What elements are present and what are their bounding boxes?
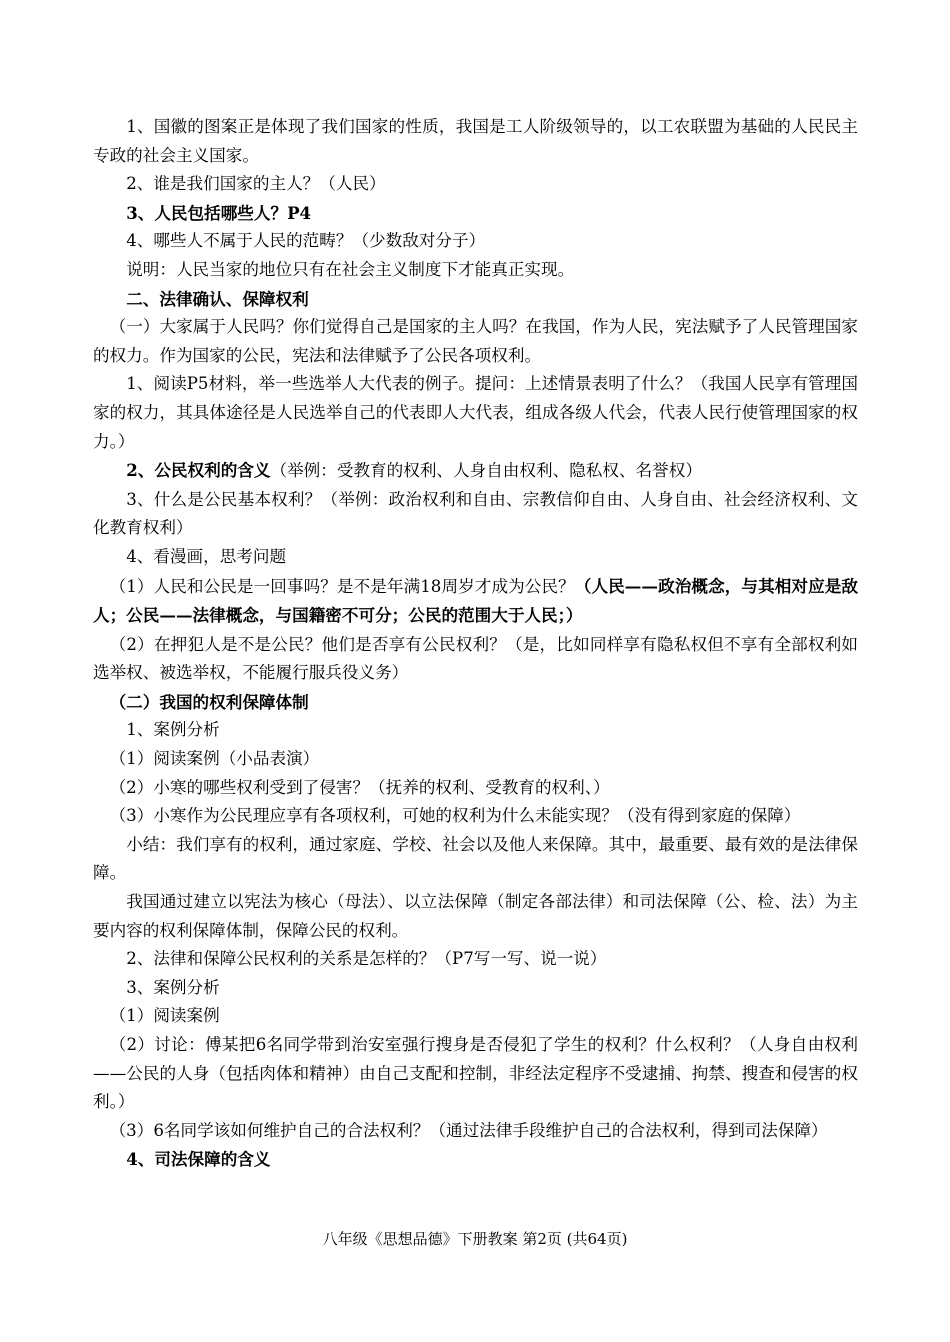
paragraph-2: 2、谁是我们国家的主人？（人民） xyxy=(126,174,386,194)
section-heading-2-2: （二）我国的权利保障体制 xyxy=(109,691,309,712)
paragraph-16: （1）阅读案例（小品表演） xyxy=(109,749,320,769)
paragraph-11: 4、看漫画，思考问题 xyxy=(126,546,287,566)
paragraph-20: 我国通过建立以宪法为核心（母法）、以立法保障（制定各部法律）和司法保障（公、检、法）为主要内容的权利保障体制，保障公民的权利。 xyxy=(93,892,858,940)
paragraph-3: 3、人民包括哪些人？P4 xyxy=(126,202,312,223)
paragraph-7: （一）大家属于人民吗？你们觉得自己是国家的主人吗？在我国，作为人民，宪法赋予了人民管理国家的权力。作为国家的公民，宪法和法律赋予了公民各项权利。 xyxy=(93,317,858,365)
paragraph-9-text: （举例：受教育的权利、人身自由权利、隐私权、名誉权） xyxy=(270,461,702,481)
paragraph-9 xyxy=(93,456,858,486)
paragraph-12 xyxy=(93,572,858,631)
paragraph-15: 1、案例分析 xyxy=(126,720,220,740)
paragraph-22: 3、案例分析 xyxy=(126,977,220,997)
document-body xyxy=(93,113,858,1174)
paragraph-23: （1）阅读案例 xyxy=(109,1006,220,1026)
paragraph-4: 4、哪些人不属于人民的范畴？（少数敌对分子） xyxy=(126,231,486,251)
paragraph-12-question: （1）人民和公民是一回事吗？是不是年满18周岁才成为公民？ xyxy=(109,576,575,596)
paragraph-19: 小结：我们享有的权利，通过家庭、学校、社会以及他人来保障。其中，最重要、最有效的是法律保障。 xyxy=(93,834,858,883)
paragraph-5: 说明：人民当家的地位只有在社会主义制度下才能真正实现。 xyxy=(126,259,575,279)
paragraph-18: （3）小寒作为公民理应享有各项权利，可她的权利为什么未能实现？（没有得到家庭的保障） xyxy=(109,806,801,826)
page-footer: 八年级《思想品德》下册教案 第2页 (共64页) xyxy=(322,1230,628,1248)
paragraph-26: 4、司法保障的含义 xyxy=(126,1149,271,1170)
paragraph-13: （2）在押犯人是不是公民？他们是否享有公民权利？（是，比如同样享有隐私权但不享有全部权利如选举权、被选举权，不能履行服兵役义务） xyxy=(93,634,858,683)
paragraph-17: （2）小寒的哪些权利受到了侵害？（抚养的权利、受教育的权利、） xyxy=(109,777,610,797)
paragraph-25: （3）6名同学该如何维护自己的合法权利？（通过法律手段维护自己的合法权利，得到司法保障） xyxy=(109,1120,828,1140)
paragraph-10: 3、什么是公民基本权利？（举例：政治权利和自由、宗教信仰自由、人身自由、社会经济权利、文化教育权利） xyxy=(93,489,858,538)
paragraph-9-heading: 2、公民权利的含义 xyxy=(126,460,271,481)
section-heading-2: 二、法律确认、保障权利 xyxy=(126,288,309,309)
paragraph-8: 1、阅读P5材料，举一些选举人大代表的例子。提问：上述情景表明了什么？（我国人民享有管理国家的权力，其具体途径是人民选举自己的代表即人大代表，组成各级人代会，代表人民行使管理国家的权力。） xyxy=(93,374,858,451)
paragraph-12-answer: （人民——政治概念，与其相对应是敌人；公民——法律概念，与国籍密不可分；公民的范围大于人民；） xyxy=(93,575,859,626)
paragraph-21: 2、法律和保障公民权利的关系是怎样的？（P7写一写、说一说） xyxy=(126,949,607,969)
paragraph-24: （2）讨论：傅某把6名同学带到治安室强行搜身是否侵犯了学生的权利？什么权利？（人身自由权利——公民的人身（包括肉体和精神）由自己支配和控制，非经法定程序不受逮捕、拘禁、搜查和侵害的权利。） xyxy=(93,1035,858,1112)
paragraph-1: 1、国徽的图案正是体现了我们国家的性质，我国是工人阶级领导的，以工农联盟为基础的人民民主专政的社会主义国家。 xyxy=(93,117,858,165)
